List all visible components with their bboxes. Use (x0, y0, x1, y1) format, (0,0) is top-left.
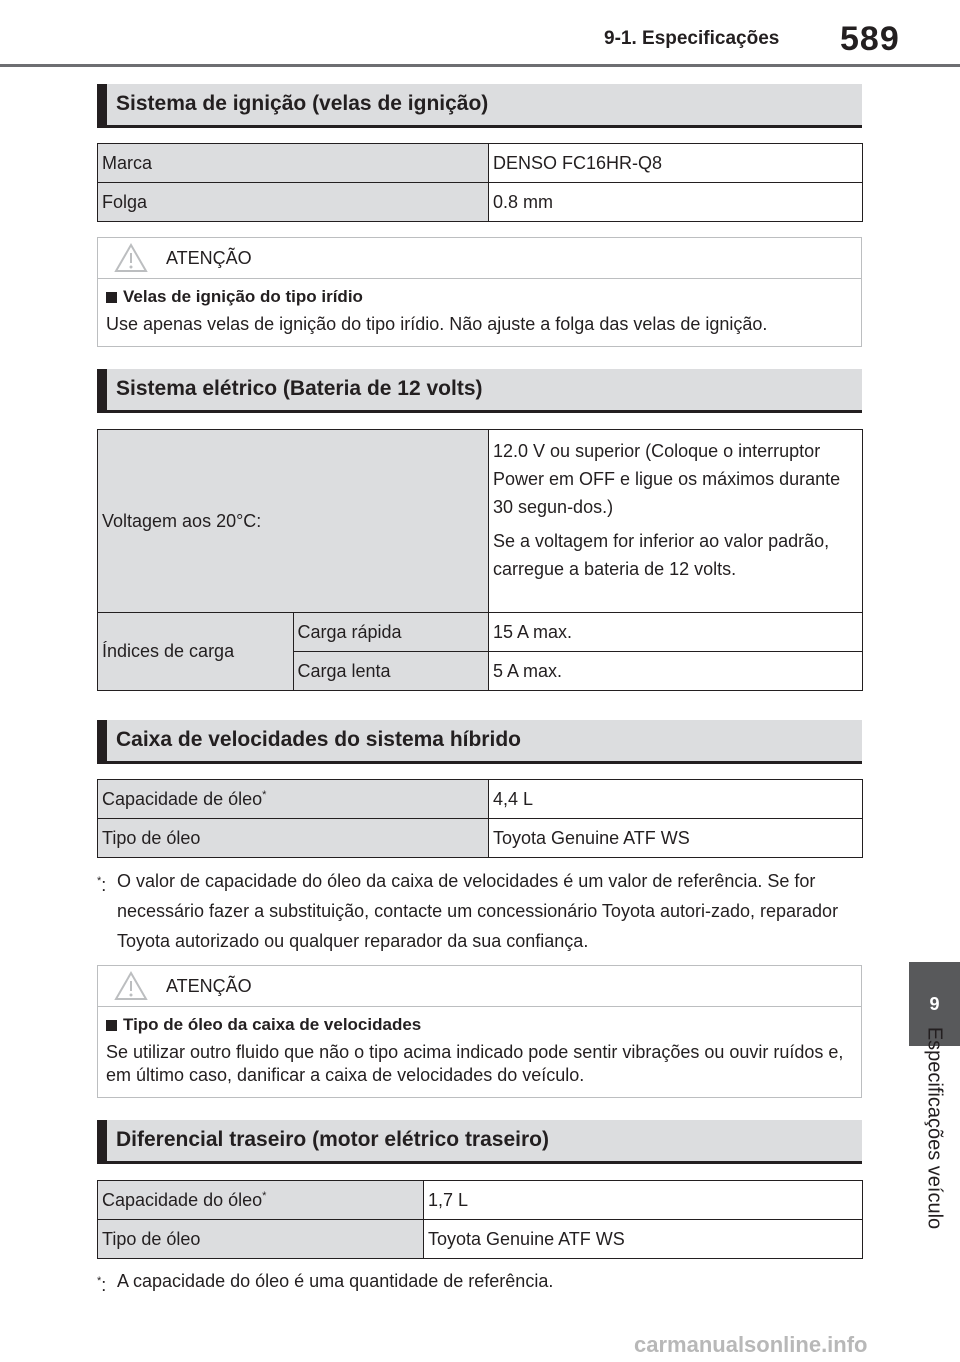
voltage-value-cell (489, 430, 863, 613)
electrical-table (97, 429, 863, 691)
table-label: Tipo de óleo (98, 1220, 424, 1259)
table-label: Voltagem aos 20°C: (98, 430, 489, 613)
section-breadcrumb: 9-1. Especificações (604, 28, 780, 49)
table-value: 5 A max. (489, 652, 863, 691)
warning-subheading (106, 287, 861, 307)
table-label (98, 1181, 424, 1220)
table-label: Marca (98, 144, 489, 183)
table-label: Folga (98, 183, 489, 222)
table-row (98, 819, 863, 858)
warning-box (97, 965, 862, 1098)
bullet-square-icon (106, 1020, 117, 1031)
footnote-marker: *: (97, 875, 107, 895)
table-row (98, 430, 863, 613)
warning-header (98, 966, 861, 1007)
differential-footnote (97, 1266, 862, 1300)
footnote-ref: * (262, 788, 267, 801)
table-value: 15 A max. (489, 613, 863, 652)
table-row (98, 144, 863, 183)
table-label (98, 780, 489, 819)
voltage-value: 12.0 V ou superior (Coloque o interruptor Power em OFF e ligue os máximos durante 30 segun-dos.) (493, 441, 841, 517)
table-row (98, 613, 863, 652)
table-label: Carga lenta (293, 652, 489, 691)
table-value: Toyota Genuine ATF WS (489, 819, 863, 858)
warning-subheading-text: Velas de ignição do tipo irídio (123, 287, 363, 306)
differential-table (97, 1180, 863, 1259)
table-label-text: Capacidade de óleo (102, 788, 263, 809)
table-row (98, 1220, 863, 1259)
table-row (98, 780, 863, 819)
electrical-section-title: Sistema elétrico (Bateria de 12 volts) (97, 369, 862, 413)
voltage-note: Se a voltagem for inferior ao valor padrão, carregue a bateria de 12 volts. (493, 531, 830, 579)
transmission-table (97, 779, 863, 858)
footnote-marker: *: (97, 1275, 107, 1295)
table-label: Índices de carga (98, 613, 294, 691)
chapter-label: Especificações veículo (923, 1026, 946, 1230)
transmission-footnote (97, 866, 862, 956)
table-value: 4,4 L (489, 780, 863, 819)
warning-heading: ATENÇÃO (166, 247, 252, 268)
table-value: DENSO FC16HR-Q8 (489, 144, 863, 183)
watermark: carmanualsonline.info (634, 1332, 868, 1357)
ignition-table (97, 143, 863, 222)
warning-header (98, 238, 861, 279)
table-value: 1,7 L (424, 1181, 863, 1220)
table-label-text: Capacidade do óleo (102, 1189, 263, 1210)
differential-section-title: Diferencial traseiro (motor elétrico traseiro) (97, 1120, 862, 1164)
table-label: Tipo de óleo (98, 819, 489, 858)
table-value: 0.8 mm (489, 183, 863, 222)
table-value: Toyota Genuine ATF WS (424, 1220, 863, 1259)
page-number: 589 (840, 20, 900, 58)
chapter-number: 9 (929, 993, 940, 1014)
ignition-section-title: Sistema de ignição (velas de ignição) (97, 84, 862, 128)
transmission-section-title: Caixa de velocidades do sistema híbrido (97, 720, 862, 764)
header-divider (0, 64, 960, 67)
footnote-text: A capacidade do óleo é uma quantidade de referência. (117, 1271, 554, 1291)
footnote-ref: * (262, 1189, 267, 1202)
table-label: Carga rápida (293, 613, 489, 652)
warning-triangle-icon (114, 243, 148, 273)
warning-body: Se utilizar outro fluido que não o tipo acima indicado pode sentir vibrações ou ouvir ruídos e, em último caso, danificar a caixa de velocidades do veículo. (106, 1042, 844, 1085)
warning-body: Use apenas velas de ignição do tipo irídio. Não ajuste a folga das velas de ignição. (106, 314, 768, 334)
warning-triangle-icon (114, 971, 148, 1001)
warning-subheading-text: Tipo de óleo da caixa de velocidades (123, 1015, 422, 1034)
warning-subheading (106, 1015, 861, 1035)
table-row (98, 183, 863, 222)
table-row (98, 1181, 863, 1220)
warning-heading: ATENÇÃO (166, 975, 252, 996)
bullet-square-icon (106, 292, 117, 303)
warning-box (97, 237, 862, 347)
footnote-text: O valor de capacidade do óleo da caixa de velocidades é um valor de referência. Se for necessário fazer a substituição, contacte um concessionário Toyota autori-zado, reparador Toyota autorizado ou qualquer reparador da sua confiança. (117, 871, 839, 951)
